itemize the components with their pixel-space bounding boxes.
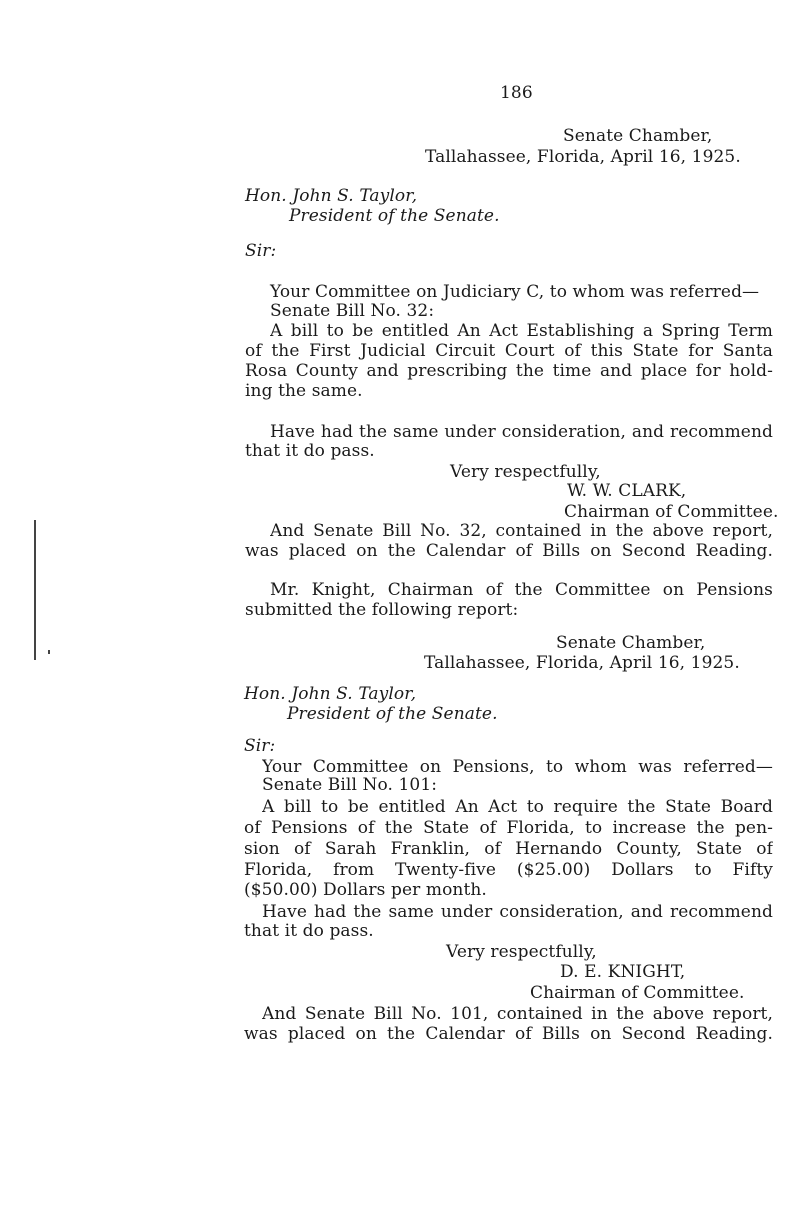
report2-recommend-line: Have had the same under consideration, and recommend — [262, 902, 773, 922]
scan-margin-mark — [48, 650, 50, 654]
report2-body-line: A bill to be entitled An Act to require the State Board — [262, 797, 773, 817]
report1-recommend-line: that it do pass. — [245, 441, 375, 461]
report1-placed-line: was placed on the Calendar of Bills on Second Reading. — [245, 541, 773, 561]
report2-placed-line: And Senate Bill No. 101, contained in the above report, — [262, 1004, 773, 1024]
report1-date-line: Tallahassee, Florida, April 16, 1925. — [425, 147, 741, 167]
report1-closing: Very respectfully, — [450, 462, 601, 482]
report1-recommend-line: Have had the same under consideration, and recommend — [270, 422, 773, 442]
report1-body-line: A bill to be entitled An Act Establishing a Spring Term — [270, 321, 773, 341]
report1-body-line: ing the same. — [245, 381, 363, 401]
report1-signer-title: Chairman of Committee. — [564, 502, 779, 522]
report2-closing: Very respectfully, — [446, 942, 597, 962]
report1-body-line: Rosa County and prescribing the time and place for hold- — [245, 361, 773, 381]
report2-place: Senate Chamber, — [556, 633, 706, 653]
transition-line: Mr. Knight, Chairman of the Committee on Pensions — [270, 580, 773, 600]
report2-body-line: Senate Bill No. 101: — [262, 775, 438, 795]
report2-body-line: Your Committee on Pensions, to whom was referred— — [262, 757, 773, 777]
report2-salutation: Sir: — [244, 736, 276, 756]
report1-body-line: of the First Judicial Circuit Court of this State for Santa — [245, 341, 773, 361]
report1-addressee: Hon. John S. Taylor, — [245, 186, 418, 206]
report1-signer: W. W. CLARK, — [567, 481, 687, 501]
report1-placed-line: And Senate Bill No. 32, contained in the above report, — [270, 521, 773, 541]
report2-body-line: ($50.00) Dollars per month. — [244, 880, 487, 900]
report1-addressee-title: President of the Senate. — [289, 206, 500, 226]
scan-margin-mark — [34, 520, 36, 660]
report2-body-line: sion of Sarah Franklin, of Hernando County, State of — [244, 839, 773, 859]
report2-addressee: Hon. John S. Taylor, — [244, 684, 417, 704]
report2-date-line: Tallahassee, Florida, April 16, 1925. — [424, 653, 740, 673]
report1-salutation: Sir: — [245, 241, 277, 261]
report2-signer-title: Chairman of Committee. — [530, 983, 745, 1003]
page-number: 186 — [500, 83, 533, 103]
report2-body-line: Florida, from Twenty-five ($25.00) Dollars to Fifty — [244, 860, 773, 880]
report2-placed-line: was placed on the Calendar of Bills on Second Reading. — [244, 1024, 773, 1044]
report1-place: Senate Chamber, — [563, 126, 713, 146]
report1-body-line: Your Committee on Judiciary C, to whom was referred— — [270, 282, 760, 302]
report2-body-line: of Pensions of the State of Florida, to increase the pen- — [244, 818, 773, 838]
report1-body-line: Senate Bill No. 32: — [270, 301, 435, 321]
report2-addressee-title: President of the Senate. — [287, 704, 498, 724]
report2-recommend-line: that it do pass. — [244, 921, 374, 941]
transition-line: submitted the following report: — [245, 600, 519, 620]
report2-signer: D. E. KNIGHT, — [560, 962, 686, 982]
